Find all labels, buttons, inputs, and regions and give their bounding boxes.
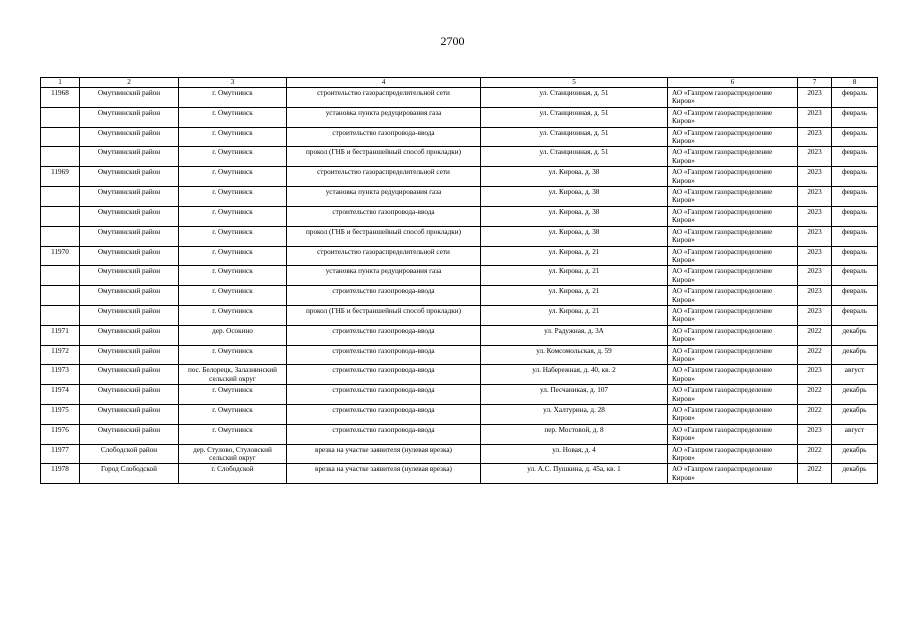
organization-cell: АО «Газпром газораспределение Киров» [668,167,798,187]
record-number-cell [41,127,80,147]
column-header-7: 7 [798,78,832,88]
organization-cell: АО «Газпром газораспределение Киров» [668,464,798,484]
year-cell: 2022 [798,385,832,405]
settlement-cell: г. Омутнинск [179,345,287,365]
month-cell: февраль [832,286,878,306]
year-cell: 2023 [798,365,832,385]
table-row [41,127,878,147]
column-header-8: 8 [832,78,878,88]
address-cell: ул. Кирова, д. 38 [481,167,668,187]
settlement-cell: г. Омутнинск [179,187,287,207]
address-cell: ул. Набережная, д. 40, кв. 2 [481,365,668,385]
record-number-cell [41,187,80,207]
table-row [41,187,878,207]
gas-works-table [40,77,878,484]
month-cell: февраль [832,206,878,226]
column-header-4: 4 [287,78,481,88]
organization-cell: АО «Газпром газораспределение Киров» [668,385,798,405]
district-cell: Омутнинский район [80,325,179,345]
record-number-cell: 11974 [41,385,80,405]
address-cell: ул. Станционная, д. 51 [481,88,668,108]
column-header-3: 3 [179,78,287,88]
table-row [41,206,878,226]
settlement-cell: г. Омутнинск [179,107,287,127]
organization-cell: АО «Газпром газораспределение Киров» [668,187,798,207]
work-type-cell: строительство газопровода-ввода [287,325,481,345]
settlement-cell: дер. Стулово, Стуловский сельский округ [179,444,287,464]
table-row [41,385,878,405]
district-cell: Омутнинский район [80,206,179,226]
district-cell: Омутнинский район [80,127,179,147]
month-cell: февраль [832,107,878,127]
district-cell: Омутнинский район [80,147,179,167]
month-cell: февраль [832,246,878,266]
organization-cell: АО «Газпром газораспределение Киров» [668,286,798,306]
column-header-1: 1 [41,78,80,88]
settlement-cell: г. Омутнинск [179,385,287,405]
address-cell: ул. Кирова, д. 21 [481,305,668,325]
year-cell: 2023 [798,167,832,187]
table-row [41,107,878,127]
year-cell: 2023 [798,107,832,127]
address-cell: ул. Песчаникая, д. 107 [481,385,668,405]
record-number-cell: 11978 [41,464,80,484]
page-number: 2700 [440,34,465,48]
district-cell: Омутнинский район [80,246,179,266]
record-number-cell: 11969 [41,167,80,187]
address-cell: ул. Кирова, д. 21 [481,286,668,306]
work-type-cell: строительство газораспределительной сети [287,88,481,108]
district-cell: Город Слободской [80,464,179,484]
address-cell: ул. Кирова, д. 21 [481,246,668,266]
table-row [41,88,878,108]
year-cell: 2022 [798,405,832,425]
work-type-cell: врезка на участке заявителя (нулевая врезка) [287,444,481,464]
record-number-cell [41,266,80,286]
work-type-cell: строительство газопровода-ввода [287,286,481,306]
record-number-cell [41,226,80,246]
settlement-cell: г. Омутнинск [179,305,287,325]
year-cell: 2023 [798,246,832,266]
district-cell: Омутнинский район [80,167,179,187]
address-cell: ул. А.С. Пушкина, д. 45а, кв. 1 [481,464,668,484]
organization-cell: АО «Газпром газораспределение Киров» [668,305,798,325]
year-cell: 2023 [798,206,832,226]
district-cell: Омутнинский район [80,226,179,246]
column-header-6: 6 [668,78,798,88]
address-cell: ул. Станционная, д. 51 [481,107,668,127]
address-cell: ул. Станционная, д. 51 [481,147,668,167]
district-cell: Омутнинский район [80,107,179,127]
work-type-cell: прокол (ГНБ и бестраншейный способ прокладки) [287,147,481,167]
district-cell: Омутнинский район [80,424,179,444]
table-row [41,167,878,187]
year-cell: 2023 [798,127,832,147]
organization-cell: АО «Газпром газораспределение Киров» [668,405,798,425]
year-cell: 2022 [798,345,832,365]
organization-cell: АО «Газпром газораспределение Киров» [668,424,798,444]
address-cell: ул. Кирова, д. 38 [481,226,668,246]
record-number-cell [41,286,80,306]
year-cell: 2022 [798,325,832,345]
month-cell: февраль [832,147,878,167]
address-cell: ул. Кирова, д. 38 [481,206,668,226]
month-cell: декабрь [832,464,878,484]
year-cell: 2023 [798,147,832,167]
table-row [41,305,878,325]
address-cell: ул. Радужная, д. 3А [481,325,668,345]
work-type-cell: прокол (ГНБ и бестраншейный способ прокладки) [287,305,481,325]
district-cell: Омутнинский район [80,305,179,325]
header-row [41,78,878,88]
work-type-cell: строительство газопровода-ввода [287,345,481,365]
organization-cell: АО «Газпром газораспределение Киров» [668,266,798,286]
work-type-cell: строительство газопровода-ввода [287,424,481,444]
address-cell: ул. Кирова, д. 38 [481,187,668,207]
work-type-cell: установка пункта редуцирования газа [287,107,481,127]
table-row [41,464,878,484]
work-type-cell: установка пункта редуцирования газа [287,187,481,207]
work-type-cell: строительство газопровода-ввода [287,206,481,226]
organization-cell: АО «Газпром газораспределение Киров» [668,206,798,226]
district-cell: Омутнинский район [80,405,179,425]
address-cell: ул. Халтурина, д. 28 [481,405,668,425]
month-cell: февраль [832,305,878,325]
record-number-cell: 11970 [41,246,80,266]
settlement-cell: г. Омутнинск [179,266,287,286]
record-number-cell [41,107,80,127]
work-type-cell: строительство газопровода-ввода [287,405,481,425]
table-row [41,246,878,266]
table-row [41,266,878,286]
settlement-cell: г. Омутнинск [179,405,287,425]
settlement-cell: г. Омутнинск [179,286,287,306]
settlement-cell: г. Омутнинск [179,226,287,246]
year-cell: 2023 [798,88,832,108]
year-cell: 2023 [798,286,832,306]
month-cell: февраль [832,88,878,108]
record-number-cell: 11976 [41,424,80,444]
work-type-cell: строительство газопровода-ввода [287,127,481,147]
month-cell: август [832,424,878,444]
organization-cell: АО «Газпром газораспределение Киров» [668,325,798,345]
record-number-cell: 11975 [41,405,80,425]
address-cell: ул. Станционная, д. 51 [481,127,668,147]
settlement-cell: дер. Осокино [179,325,287,345]
district-cell: Слободской район [80,444,179,464]
organization-cell: АО «Газпром газораспределение Киров» [668,246,798,266]
organization-cell: АО «Газпром газораспределение Киров» [668,147,798,167]
month-cell: август [832,365,878,385]
settlement-cell: г. Омутнинск [179,167,287,187]
district-cell: Омутнинский район [80,345,179,365]
year-cell: 2022 [798,444,832,464]
table-row [41,405,878,425]
address-cell: ул. Новая, д. 4 [481,444,668,464]
record-number-cell: 11973 [41,365,80,385]
work-type-cell: врезка на участке заявителя (нулевая врезка) [287,464,481,484]
year-cell: 2023 [798,187,832,207]
settlement-cell: г. Омутнинск [179,246,287,266]
organization-cell: АО «Газпром газораспределение Киров» [668,226,798,246]
district-cell: Омутнинский район [80,365,179,385]
organization-cell: АО «Газпром газораспределение Киров» [668,365,798,385]
year-cell: 2022 [798,464,832,484]
address-cell: ул. Кирова, д. 21 [481,266,668,286]
month-cell: декабрь [832,385,878,405]
settlement-cell: г. Омутнинск [179,88,287,108]
month-cell: декабрь [832,405,878,425]
record-number-cell: 11972 [41,345,80,365]
record-number-cell: 11971 [41,325,80,345]
district-cell: Омутнинский район [80,286,179,306]
work-type-cell: прокол (ГНБ и бестраншейный способ прокладки) [287,226,481,246]
month-cell: февраль [832,187,878,207]
district-cell: Омутнинский район [80,88,179,108]
table-row [41,226,878,246]
column-header-2: 2 [80,78,179,88]
address-cell: пер. Мостовой, д. 8 [481,424,668,444]
month-cell: декабрь [832,444,878,464]
table-body [41,88,878,484]
organization-cell: АО «Газпром газораспределение Киров» [668,88,798,108]
month-cell: декабрь [832,345,878,365]
month-cell: февраль [832,167,878,187]
organization-cell: АО «Газпром газораспределение Киров» [668,345,798,365]
organization-cell: АО «Газпром газораспределение Киров» [668,107,798,127]
month-cell: декабрь [832,325,878,345]
address-cell: ул. Комсомольская, д. 59 [481,345,668,365]
settlement-cell: г. Омутнинск [179,206,287,226]
organization-cell: АО «Газпром газораспределение Киров» [668,444,798,464]
month-cell: февраль [832,127,878,147]
table-row [41,424,878,444]
year-cell: 2023 [798,266,832,286]
year-cell: 2023 [798,226,832,246]
settlement-cell: г. Омутнинск [179,147,287,167]
table-row [41,444,878,464]
settlement-cell: г. Омутнинск [179,127,287,147]
work-type-cell: строительство газопровода-ввода [287,365,481,385]
work-type-cell: строительство газораспределительной сети [287,246,481,266]
month-cell: февраль [832,266,878,286]
organization-cell: АО «Газпром газораспределение Киров» [668,127,798,147]
table-header [41,78,878,88]
table-row [41,325,878,345]
work-type-cell: установка пункта редуцирования газа [287,266,481,286]
district-cell: Омутнинский район [80,385,179,405]
table-row [41,286,878,306]
year-cell: 2023 [798,424,832,444]
year-cell: 2023 [798,305,832,325]
work-type-cell: строительство газораспределительной сети [287,167,481,187]
record-number-cell [41,206,80,226]
record-number-cell: 11977 [41,444,80,464]
record-number-cell [41,305,80,325]
work-type-cell: строительство газопровода-ввода [287,385,481,405]
column-header-5: 5 [481,78,668,88]
district-cell: Омутнинский район [80,187,179,207]
table-row [41,345,878,365]
record-number-cell [41,147,80,167]
table-row [41,147,878,167]
settlement-cell: г. Омутнинск [179,424,287,444]
record-number-cell: 11968 [41,88,80,108]
district-cell: Омутнинский район [80,266,179,286]
month-cell: февраль [832,226,878,246]
settlement-cell: г. Слободской [179,464,287,484]
settlement-cell: пос. Белорецк, Залазнинский сельский округ [179,365,287,385]
table-row [41,365,878,385]
